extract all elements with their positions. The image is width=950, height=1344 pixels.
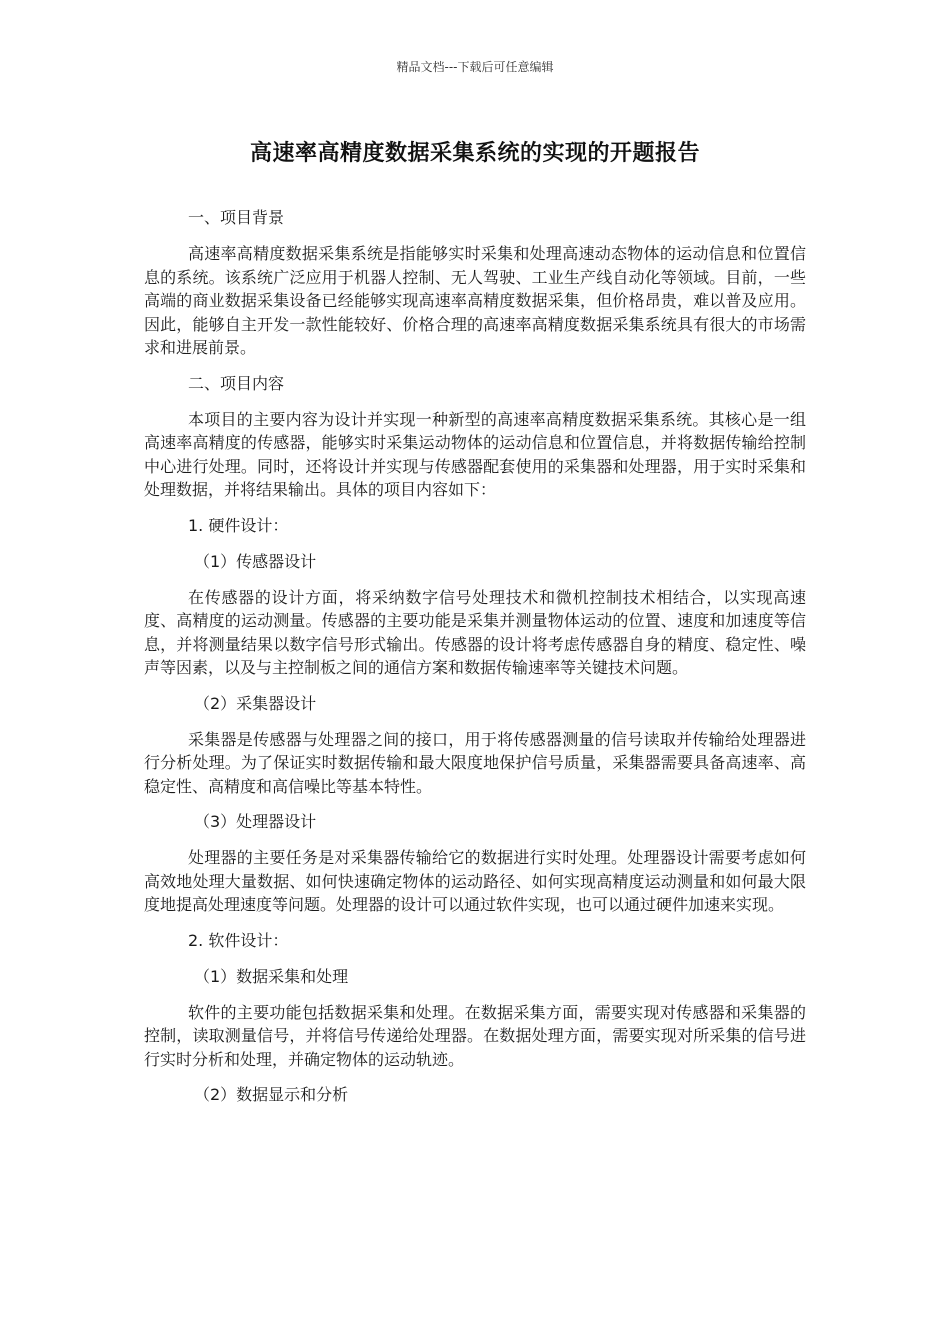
subheading-processor-design: （3）处理器设计 <box>194 812 317 831</box>
section-heading-background: 一、项目背景 <box>188 208 285 227</box>
page-header: 精品文档---下载后可任意编辑 <box>396 60 554 74</box>
paragraph-background: 高速率高精度数据采集系统是指能够实时采集和处理高速动态物体的运动信息和位置信息的系统。该系统广泛应用于机器人控制、无人驾驶、工业生产线自动化等领域。目前，一些高端的商业数据采集设备已经能够实现高速率高精度数据采集，但价格昂贵，难以普及应用。因此，能够自主开发一款性能较好、价格合理的高速率高精度数据采集系统具有很大的市场需求和进展前景。 <box>144 244 806 357</box>
subheading-collector-design: （2）采集器设计 <box>194 693 317 713</box>
paragraph-processor-design: 处理器的主要任务是对采集器传输给它的数据进行实时处理。处理器设计需要考虑如何高效地处理大量数据、如何快速确定物体的运动路径、如何实现高精度运动测量和如何最大限度地提高处理速度等问题。处理器的设计可以通过软件实现，也可以通过硬件加速来实现。 <box>144 848 806 914</box>
document-body <box>144 206 806 1119</box>
paragraph-content-intro: 本项目的主要内容为设计并实现一种新型的高速率高精度数据采集系统。其核心是一组高速率高精度的传感器，能够实时采集运动物体的运动信息和位置信息，并将数据传输给控制中心进行处理。同时，还将设计并实现与传感器配套使用的采集器和处理器，用于实时采集和处理数据，并将结果输出。具体的项目内容如下： <box>144 409 806 499</box>
subheading-data-display: （2）数据显示和分析 <box>194 1085 349 1104</box>
subheading-hardware-design: 1. 硬件设计： <box>188 515 289 535</box>
section-heading-content: 二、项目内容 <box>188 373 285 393</box>
paragraph-data-acquisition: 软件的主要功能包括数据采集和处理。在数据采集方面，需要实现对传感器和采集器的控制，读取测量信号，并将信号传递给处理器。在数据处理方面，需要实现对所采集的信号进行实时分析和处理，并确定物体的运动轨迹。 <box>144 1002 806 1069</box>
document-title: 高速率高精度数据采集系统的实现的开题报告 <box>249 141 700 166</box>
subheading-data-acquisition: （1）数据采集和处理 <box>194 966 349 986</box>
paragraph-sensor-design: 在传感器的设计方面，将采纳数字信号处理技术和微机控制技术相结合，以实现高速度、高精度的运动测量。传感器的主要功能是采集并测量物体运动的位置、速度和加速度等信息，并将测量结果以数字信号形式输出。传感器的设计将考虑传感器自身的精度、稳定性、噪声等因素，以及与主控制板之间的通信方案和数据传输速率等关键技术问题。 <box>144 587 806 677</box>
subheading-sensor-design: （1）传感器设计 <box>194 551 317 571</box>
paragraph-collector-design: 采集器是传感器与处理器之间的接口，用于将传感器测量的信号读取并传输给处理器进行分析处理。为了保证实时数据传输和最大限度地保护信号质量，采集器需要具备高速率、高稳定性、高精度和高信噪比等基本特性。 <box>144 729 806 796</box>
subheading-software-design: 2. 软件设计： <box>188 930 289 950</box>
